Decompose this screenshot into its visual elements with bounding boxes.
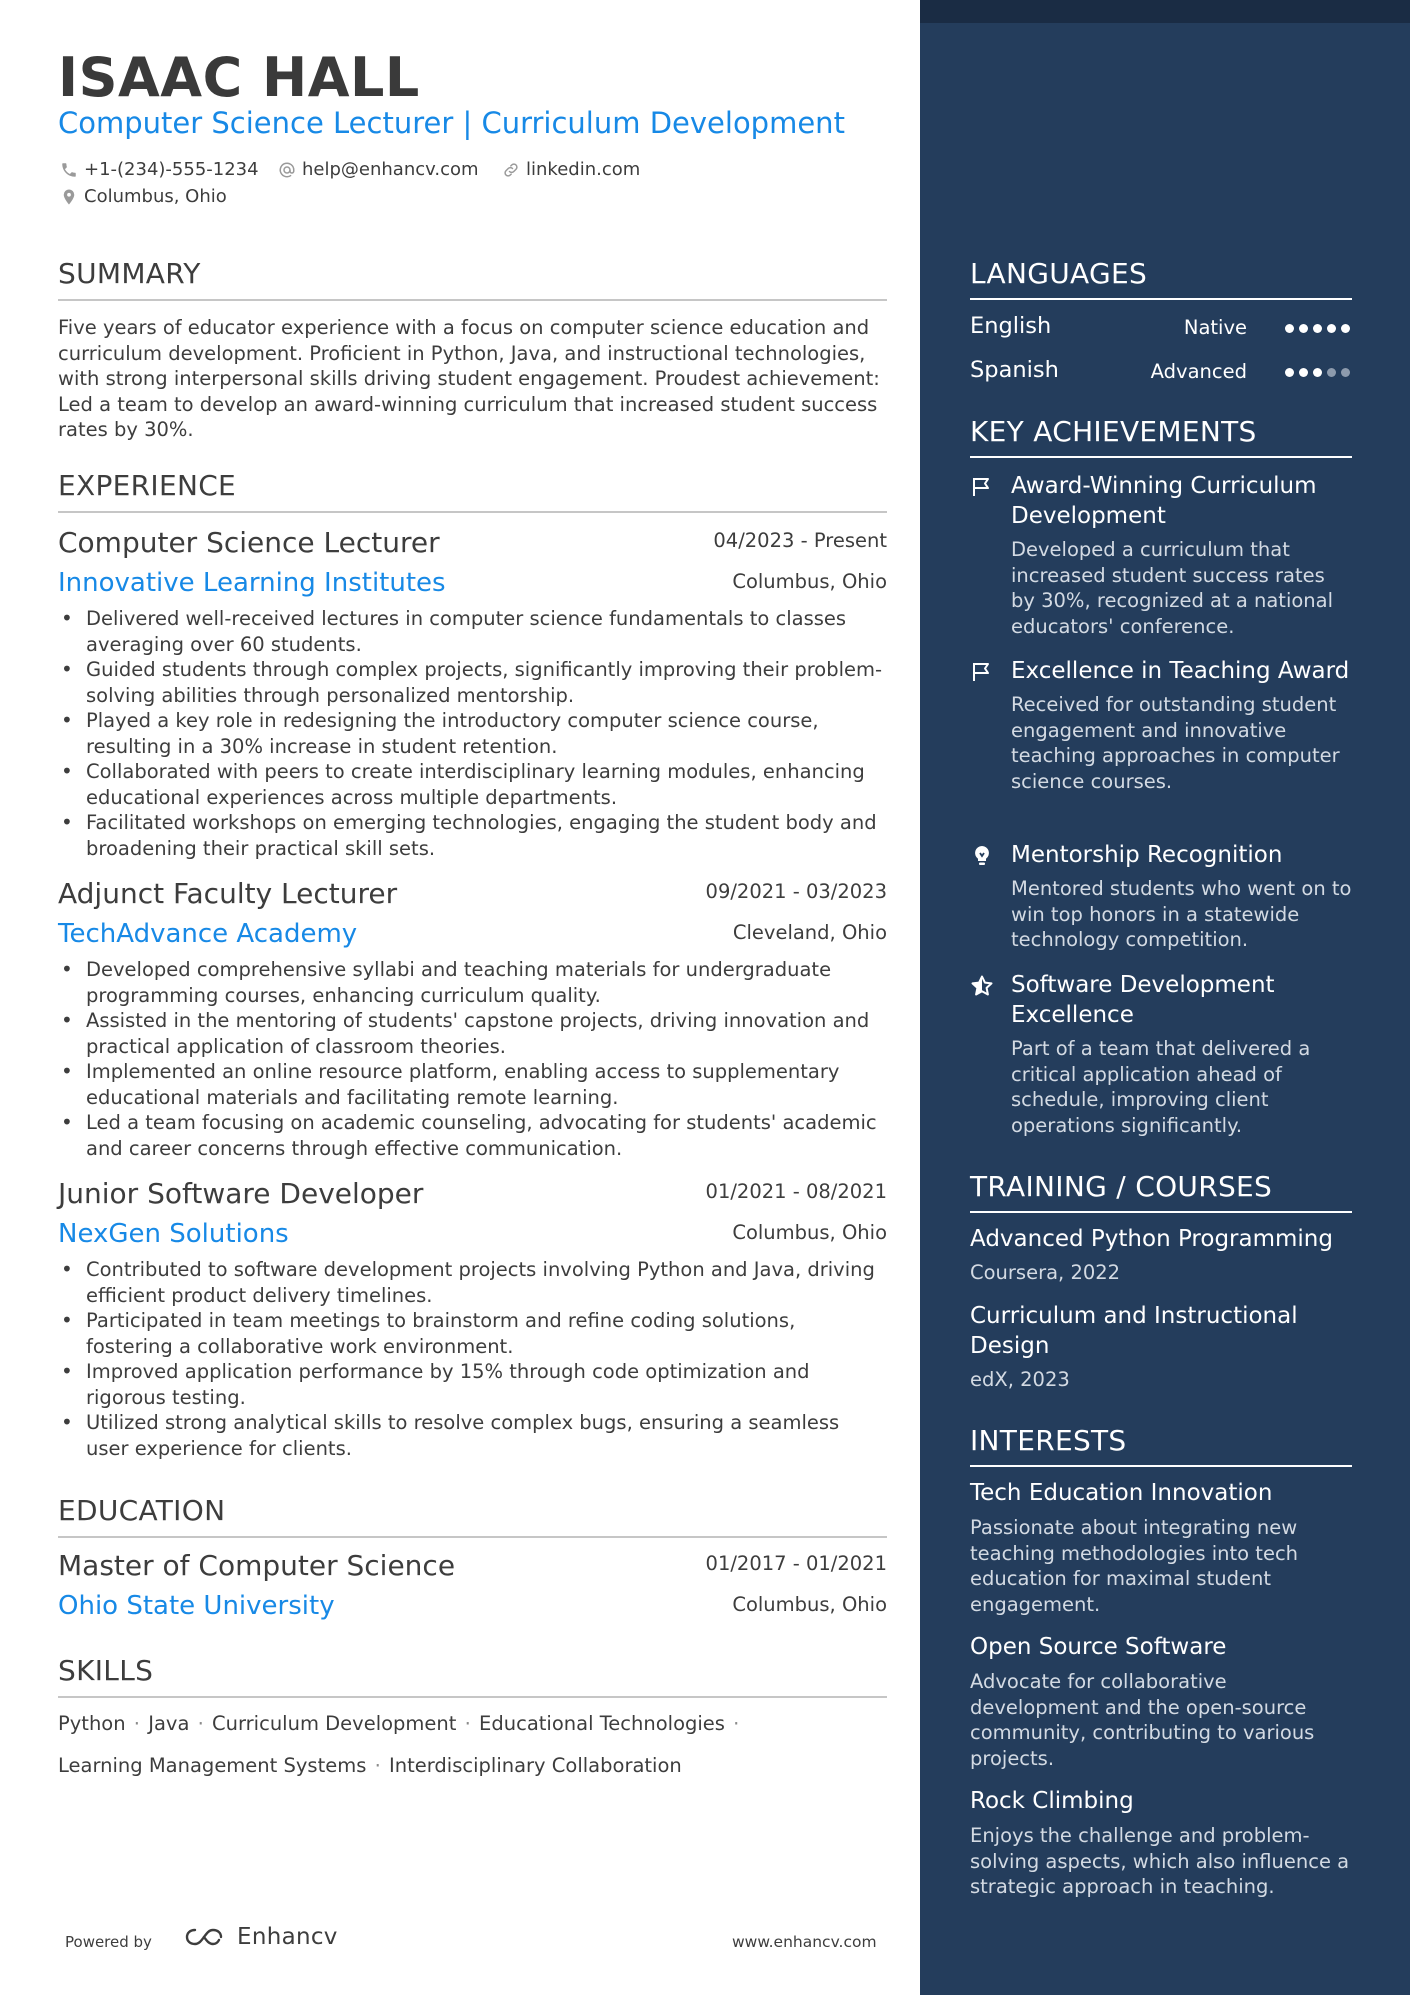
skill-tag: Learning Management Systems [58,1754,367,1777]
job-bullets [58,1257,887,1461]
language-level: Native [1183,316,1247,339]
company-name[interactable]: Innovative Learning Institutes [58,568,446,598]
interest-desc: Passionate about integrating new teaching methodologies into tech education for maximal student engagement. [970,1516,1299,1616]
skills-section [58,1654,887,1698]
job-title: Adjunct Faculty Lecturer [58,877,398,910]
job-location: Columbus, Ohio [732,570,887,593]
job-bullet: • Facilitated workshops on emerging technologies, engaging the student body and broadening their practical skill sets. [58,810,887,861]
flag-icon [970,660,994,684]
summary-section [58,257,887,443]
skill-tag: Educational Technologies [479,1712,725,1735]
contact-email[interactable] [278,159,479,180]
skill-tag: Java [148,1712,190,1735]
course-item [970,1224,1352,1284]
interest-title: Tech Education Innovation [970,1480,1273,1506]
degree-name: Master of Computer Science [58,1549,456,1582]
achievement-title: Award-Winning Curriculum Development [1011,473,1317,529]
job-bullet: • Guided students through complex projects, significantly improving their problem-solving abilities through personalized mentorship. [58,657,887,708]
proficiency-dot [1341,368,1350,377]
flag-icon [970,475,994,499]
course-item [970,1301,1352,1391]
contact-linkedin[interactable] [502,159,640,180]
school-name[interactable]: Ohio State University [58,1591,335,1621]
achievements-section [970,415,1352,458]
course-meta: edX, 2023 [970,1368,1070,1391]
job-bullet: • Contributed to software development projects involving Python and Java, driving efficient product delivery timelines. [58,1257,887,1308]
proficiency-dot [1285,324,1294,333]
skills-line [58,1712,741,1735]
training-heading: TRAINING / COURSES [970,1170,1352,1213]
interest-title: Rock Climbing [970,1788,1134,1814]
languages-section [970,257,1352,300]
language-level: Advanced [1150,360,1247,383]
achievement-desc: Received for outstanding student engagement and innovative teaching approaches in computer science courses. [1011,693,1340,793]
course-meta: Coursera, 2022 [970,1261,1121,1284]
job-dates: 09/2021 - 03/2023 [705,880,887,903]
language-proficiency-dots [1285,324,1350,333]
education-location: Columbus, Ohio [732,1593,887,1616]
achievement-desc: Part of a team that delivered a critical application ahead of schedule, improving client operations significantly. [1011,1037,1311,1137]
job-bullet: • Improved application performance by 15% through code optimization and rigorous testing. [58,1359,887,1410]
candidate-name: ISAAC HALL [58,46,420,109]
languages-heading: LANGUAGES [970,257,1352,300]
job-dates: 01/2021 - 08/2021 [705,1180,887,1203]
achievement-title: Excellence in Teaching Award [1011,658,1350,684]
skill-separator: · [133,1712,140,1735]
skills-line [58,1754,682,1777]
proficiency-dot [1313,324,1322,333]
contact-phone[interactable] [60,159,259,180]
job-title: Junior Software Developer [58,1177,424,1210]
candidate-title: Computer Science Lecturer | Curriculum Development [58,106,845,140]
skills-heading: SKILLS [58,1654,887,1698]
job-bullet: • Played a key role in redesigning the introductory computer science course, resulting in a 30% increase in student retention. [58,708,887,759]
proficiency-dot [1313,368,1322,377]
interest-desc: Advocate for collaborative development and the open-source community, contributing to various projects. [970,1670,1315,1770]
skill-separator: · [733,1712,740,1735]
education-entry [58,1549,887,1633]
interest-item [970,1478,1352,1617]
achievements-heading: KEY ACHIEVEMENTS [970,415,1352,458]
job-bullet: • Delivered well-received lectures in computer science fundamentals to classes averaging over 60 students. [58,606,887,657]
job-entry [58,877,887,1161]
education-section [58,1494,887,1538]
skill-separator: · [374,1754,381,1777]
star-icon [970,974,994,998]
course-title: Advanced Python Programming [970,1226,1333,1252]
powered-by-label: Powered by [65,1933,152,1951]
job-bullet: • Led a team focusing on academic counseling, advocating for students' academic and career concerns through effective communication. [58,1110,887,1161]
job-title: Computer Science Lecturer [58,526,440,559]
job-bullets [58,957,887,1161]
language-row [970,357,1352,387]
company-name[interactable]: NexGen Solutions [58,1219,289,1249]
skill-tag: Python [58,1712,126,1735]
achievement-item [970,471,1352,639]
achievement-item [970,970,1352,1138]
skill-separator: · [464,1712,471,1735]
interest-item [970,1632,1352,1771]
achievement-item [970,656,1352,794]
proficiency-dot [1327,324,1336,333]
job-bullets [58,606,887,861]
at-icon [278,161,296,179]
location-pin-icon [60,188,78,206]
achievement-desc: Developed a curriculum that increased student success rates by 30%, recognized at a national educators' conference. [1011,538,1334,638]
summary-text: Five years of educator experience with a focus on computer science education and curriculum development. Proficient in Python, Java, and instructional technologies, with strong interpersonal skills driving student engagement. Proudest achievement: Led a team to develop an award-winning curriculum that increased student success rates by 30%. [58,316,880,441]
education-dates: 01/2017 - 01/2021 [705,1552,887,1575]
job-entry [58,1177,887,1461]
skill-tag: Interdisciplinary Collaboration [389,1754,682,1777]
language-name: Spanish [970,357,1059,383]
link-icon [502,161,520,179]
course-title: Curriculum and Instructional Design [970,1303,1298,1359]
interest-item [970,1786,1352,1900]
lightbulb-icon [970,844,994,868]
phone-text: +1-(234)-555-1234 [84,159,259,180]
job-bullet: • Implemented an online resource platform, enabling access to supplementary educational materials and facilitating remote learning. [58,1059,887,1110]
summary-heading: SUMMARY [58,257,887,301]
language-proficiency-dots [1285,368,1350,377]
skill-tag: Curriculum Development [212,1712,457,1735]
interests-section [970,1424,1352,1467]
interests-heading: INTERESTS [970,1424,1352,1467]
education-heading: EDUCATION [58,1494,887,1538]
interest-title: Open Source Software [970,1634,1227,1660]
job-bullet: • Participated in team meetings to brainstorm and refine coding solutions, fostering a collaborative work environment. [58,1308,887,1359]
skill-separator: · [197,1712,204,1735]
achievement-title: Mentorship Recognition [1011,842,1283,868]
location-text: Columbus, Ohio [84,186,227,207]
footer-url[interactable]: www.enhancv.com [732,1933,877,1951]
job-bullet: • Utilized strong analytical skills to resolve complex bugs, ensuring a seamless user experience for clients. [58,1410,887,1461]
enhancv-logo[interactable] [183,1924,338,1950]
job-location: Cleveland, Ohio [732,921,887,944]
enhancv-brand-text: Enhancv [237,1924,338,1950]
achievement-item [970,840,1352,953]
job-dates: 04/2023 - Present [713,529,887,552]
experience-section [58,469,887,513]
email-text: help@enhancv.com [302,159,479,180]
experience-heading: EXPERIENCE [58,469,887,513]
sidebar-top-strip [920,0,1410,23]
phone-icon [60,161,78,179]
proficiency-dot [1327,368,1336,377]
achievement-title: Software Development Excellence [1011,972,1275,1028]
language-name: English [970,313,1052,339]
proficiency-dot [1285,368,1294,377]
enhancv-logo-icon [183,1925,229,1949]
company-name[interactable]: TechAdvance Academy [58,919,358,949]
linkedin-text: linkedin.com [526,159,641,180]
contact-location [60,186,227,207]
training-section [970,1170,1352,1213]
job-bullet: • Collaborated with peers to create interdisciplinary learning modules, enhancing educational experiences across multiple departments. [58,759,887,810]
language-row [970,313,1352,343]
job-bullet: • Assisted in the mentoring of students' capstone projects, driving innovation and practical application of classroom theories. [58,1008,887,1059]
proficiency-dot [1299,368,1308,377]
proficiency-dot [1299,324,1308,333]
job-location: Columbus, Ohio [732,1221,887,1244]
proficiency-dot [1341,324,1350,333]
job-bullet: • Developed comprehensive syllabi and teaching materials for undergraduate programming courses, enhancing curriculum quality. [58,957,887,1008]
job-entry [58,526,887,861]
interest-desc: Enjoys the challenge and problem-solving aspects, which also influence a strategic approach in teaching. [970,1824,1350,1898]
achievement-desc: Mentored students who went on to win top honors in a statewide technology competition. [1011,877,1352,951]
